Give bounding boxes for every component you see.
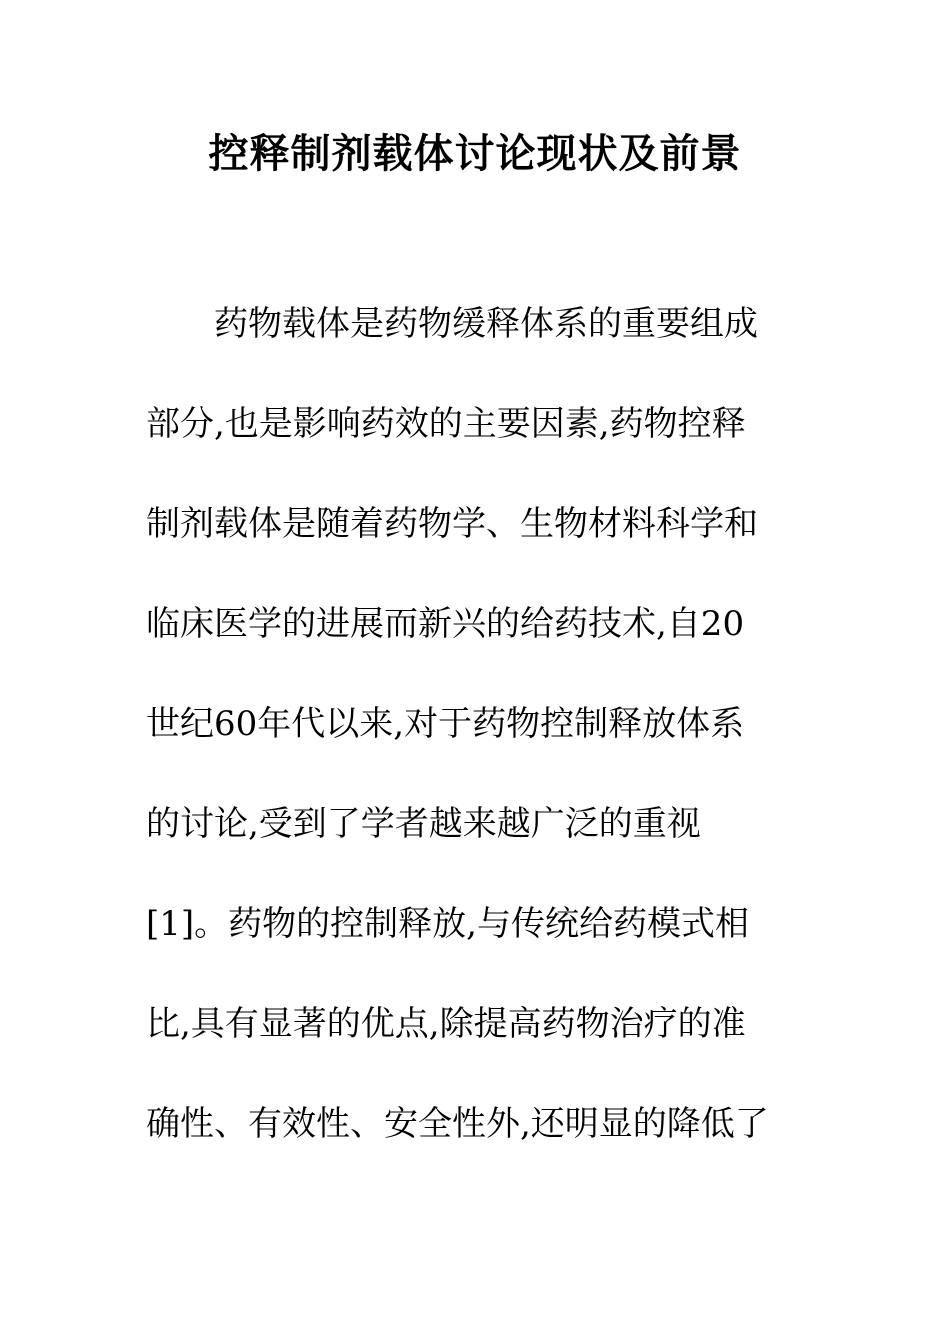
paragraph-line: [1]。药物的控制释放,与传统给药模式相 xyxy=(146,904,749,944)
paragraph-line: 药物载体是药物缓释体系的重要组成 xyxy=(146,304,758,344)
paragraph-line: 临床医学的进展而新兴的给药技术,自20 xyxy=(146,604,745,644)
paragraph-line: 世纪60年代以来,对于药物控制释放体系 xyxy=(146,704,745,744)
document-title: 控释制剂载体讨论现状及前景 xyxy=(208,130,742,177)
paragraph-line: 部分,也是影响药效的主要因素,药物控释 xyxy=(146,404,746,444)
paragraph-line: 比,具有显著的优点,除提高药物治疗的准 xyxy=(146,1004,746,1044)
paragraph-line: 的讨论,受到了学者越来越广泛的重视 xyxy=(146,804,701,844)
paragraph-line: 确性、有效性、安全性外,还明显的降低了 xyxy=(146,1104,769,1144)
body-paragraph xyxy=(146,300,806,1200)
paragraph-line: 制剂载体是随着药物学、生物材料科学和 xyxy=(146,504,758,544)
